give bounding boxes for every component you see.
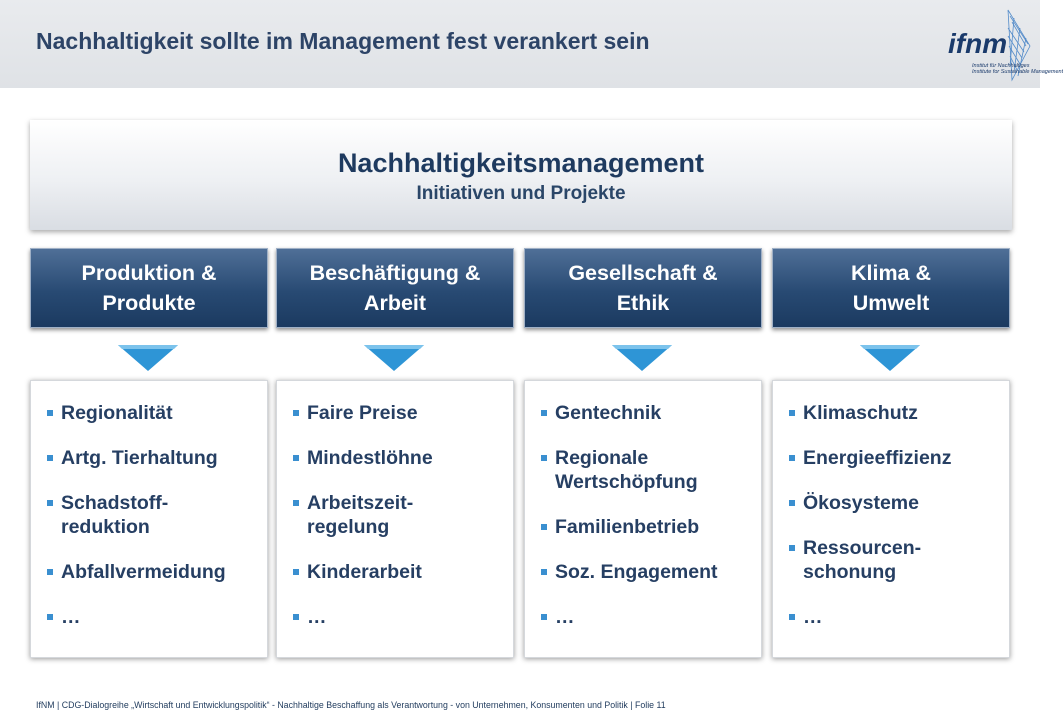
logo-subtitle [972, 63, 1063, 75]
list-item: Artg. Tierhaltung [47, 446, 267, 470]
card-produktion [30, 380, 268, 658]
list-item: Kinderarbeit [293, 560, 513, 584]
pillar-label: Produktion & Produkte [81, 261, 217, 315]
bullet-icon [789, 614, 795, 620]
list-item: Soz. Engagement [541, 560, 761, 584]
list-item: Familienbetrieb [541, 515, 761, 539]
bullet-icon [47, 569, 53, 575]
logo-wordmark: ifnm [948, 28, 1008, 59]
banner-title: Nachhaltigkeitsmanagement [337, 148, 705, 178]
logo-subtitle-line2: Institute for Sustainable Management [972, 69, 1063, 75]
list-item: Ressourcen- schonung [789, 536, 1009, 584]
list-item: Arbeitszeit- regelung [293, 491, 513, 539]
logo-subtitle-line1: Institut für Nachhaltiges [972, 63, 1030, 69]
pillar-klima [772, 248, 1010, 328]
bullet-icon [47, 410, 53, 416]
bullet-icon [541, 524, 547, 530]
bullet-icon [541, 410, 547, 416]
bullet-icon [293, 500, 299, 506]
list-item: Gentechnik [541, 401, 761, 425]
pillar-produktion [30, 248, 268, 328]
bullet-icon [789, 545, 795, 551]
bullet-icon [293, 569, 299, 575]
list-item: Klimaschutz [789, 401, 1009, 425]
card-beschaeftigung [276, 380, 514, 658]
list-item: Faire Preise [293, 401, 513, 425]
pillar-beschaeftigung [276, 248, 514, 328]
bullet-icon [47, 500, 53, 506]
bullet-icon [789, 500, 795, 506]
list-item: … [293, 605, 513, 629]
pillar-label: Klima & Umwelt [850, 261, 932, 315]
list-item: Ökosysteme [789, 491, 1009, 515]
chevron-down-icon [858, 344, 922, 372]
banner-subtitle: Initiativen und Projekte [416, 183, 626, 204]
pillar-label: Beschäftigung & Arbeit [309, 261, 481, 315]
chevron-down-icon [362, 344, 426, 372]
list-item: Mindestlöhne [293, 446, 513, 470]
chevron-down-icon [610, 344, 674, 372]
list-item: Abfallvermeidung [47, 560, 267, 584]
slide-header [0, 0, 1063, 88]
bullet-icon [541, 455, 547, 461]
bullet-icon [293, 455, 299, 461]
bullet-icon [293, 410, 299, 416]
bullet-icon [789, 410, 795, 416]
bullet-icon [541, 569, 547, 575]
slide-footer: IfNM | CDG-Dialogreihe „Wirtschaft und Entwicklungspolitik“ - Nachhaltige Beschaffung als Verantwortung - von Unternehmen, Konsumenten und Politik | Folie 11 [36, 700, 666, 710]
management-banner [30, 120, 1012, 230]
chevron-down-icon [116, 344, 180, 372]
bullet-icon [47, 455, 53, 461]
list-item: … [541, 605, 761, 629]
pillar-gesellschaft [524, 248, 762, 328]
pillar-label: Gesellschaft & Ethik [568, 261, 718, 315]
ifnm-logo [938, 6, 1063, 84]
bullet-icon [293, 614, 299, 620]
card-gesellschaft [524, 380, 762, 658]
slide-title: Nachhaltigkeit sollte im Management fest verankert sein [36, 28, 650, 54]
list-item: Energieeffizienz [789, 446, 1009, 470]
bullet-icon [541, 614, 547, 620]
card-klima [772, 380, 1010, 658]
bullet-icon [47, 614, 53, 620]
list-item: … [47, 605, 267, 629]
list-item: Regionalität [47, 401, 267, 425]
list-item: Schadstoff- reduktion [47, 491, 267, 539]
list-item: Regionale Wertschöpfung [541, 446, 761, 494]
bullet-icon [789, 455, 795, 461]
list-item: … [789, 605, 1009, 629]
